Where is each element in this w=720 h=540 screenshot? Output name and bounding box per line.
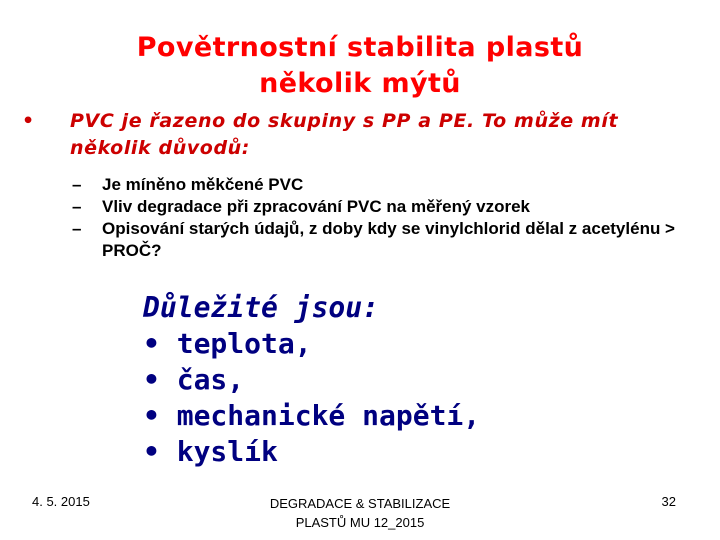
sub-bullet-text: Vliv degradace při zpracování PVC na měřený vzorek (102, 197, 531, 216)
footer-center-text (220, 494, 500, 532)
sub-bullet-list (72, 174, 682, 262)
dash-icon: – (72, 175, 82, 194)
slide-title-line-2: několik mýtů (259, 68, 461, 99)
important-item-temperature: • teplota, (143, 327, 312, 360)
footer-center-line-1: DEGRADACE & STABILIZACE (269, 496, 451, 511)
important-item-time: • čas, (143, 363, 245, 396)
slide-title (40, 30, 680, 102)
footer-date: 4. 5. 2015 (32, 494, 90, 509)
footer-center-line-2: PLASTŮ MU 12_2015 (295, 515, 425, 530)
important-factors-block (143, 290, 643, 470)
sub-bullet-item (72, 174, 682, 196)
sub-bullet-item (72, 196, 682, 218)
important-item-mechanical-stress: • mechanické napětí, (143, 399, 481, 432)
sub-bullet-item (72, 218, 682, 262)
page-number: 32 (661, 494, 676, 509)
slide-title-line-1: Povětrnostní stabilita plastů (136, 32, 584, 63)
bullet-dot-icon: • (22, 110, 35, 132)
main-bullet (22, 108, 702, 162)
main-bullet-text: PVC je řazeno do skupiny s PP a PE. To může mít několik důvodů: (70, 110, 619, 159)
important-heading: Důležité jsou: (143, 291, 380, 324)
dash-icon: – (72, 219, 82, 238)
important-item-oxygen: • kyslík (143, 435, 278, 468)
dash-icon: – (72, 197, 82, 216)
sub-bullet-text: Opisování starých údajů, z doby kdy se vinylchlorid dělal z acetylénu > PROČ? (102, 219, 675, 260)
sub-bullet-text: Je míněno měkčené PVC (102, 175, 304, 194)
